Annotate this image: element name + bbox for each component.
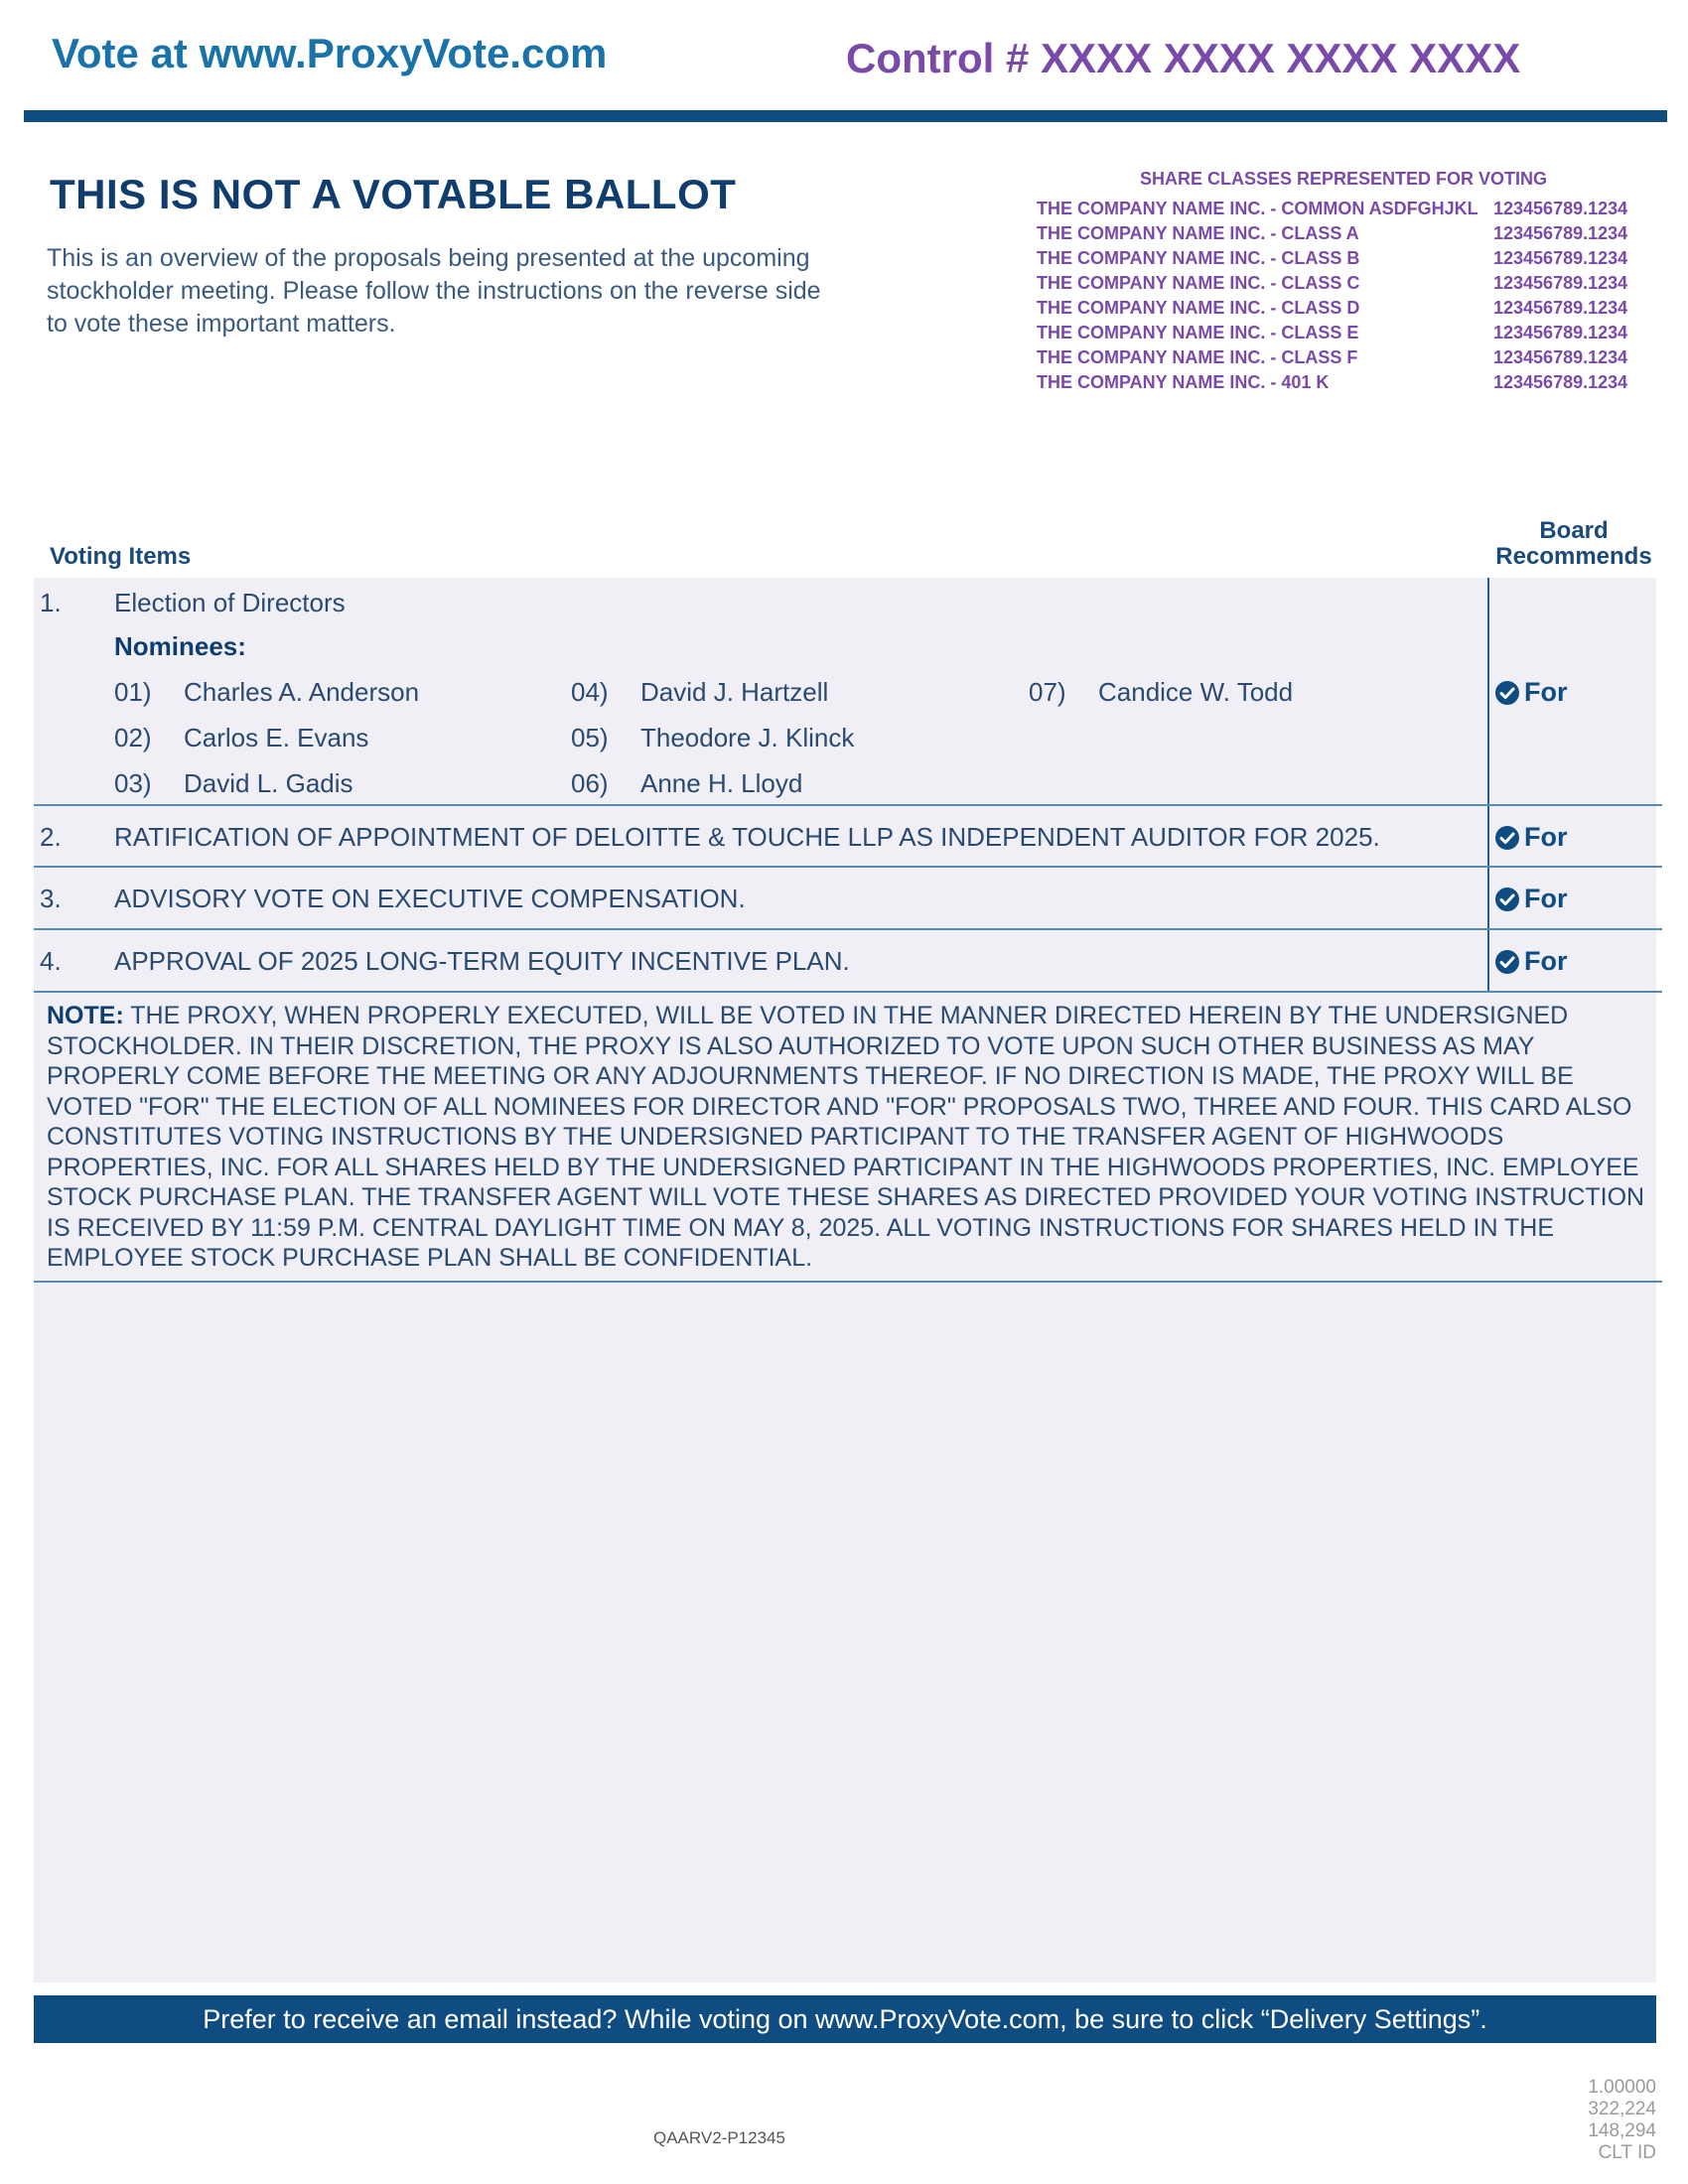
nominee <box>114 723 368 753</box>
item-number: 4. <box>40 946 62 976</box>
nominee <box>571 723 854 753</box>
share-class-name: THE COMPANY NAME INC. - CLASS E <box>1037 323 1359 342</box>
share-class-value: 123456789.1234 <box>1493 199 1628 218</box>
nominee <box>114 677 419 708</box>
corner-code: 1.00000 <box>1588 2077 1656 2098</box>
reference-code: QAARV2-P12345 <box>653 2128 785 2147</box>
nominee-name: David L. Gadis <box>184 768 353 798</box>
nominee-name: Anne H. Lloyd <box>640 768 803 798</box>
nominee-code: 01) <box>114 677 152 707</box>
corner-code: 322,224 <box>1588 2099 1656 2119</box>
item-number: 1. <box>40 588 62 617</box>
share-class-value: 123456789.1234 <box>1493 273 1628 293</box>
share-class-row <box>1037 298 1652 323</box>
share-class-name: THE COMPANY NAME INC. - CLASS F <box>1037 347 1358 367</box>
recommendation-for <box>1494 884 1568 914</box>
share-class-value: 123456789.1234 <box>1493 223 1628 243</box>
share-class-name: THE COMPANY NAME INC. - 401 K <box>1037 372 1330 392</box>
intro-text: This is an overview of the proposals being presented at the upcoming stockholder meeting. Please follow the instructions on the reverse side to vote these important matters. <box>47 244 821 338</box>
share-class-value: 123456789.1234 <box>1493 372 1628 392</box>
delivery-settings-banner: Prefer to receive an email instead? While voting on www.ProxyVote.com, be sure to click “Delivery Settings”. <box>34 1995 1656 2043</box>
share-class-name: THE COMPANY NAME INC. - COMMON ASDFGHJKL <box>1037 199 1478 218</box>
item-text: APPROVAL OF 2025 LONG-TERM EQUITY INCENTIVE PLAN. <box>114 946 850 976</box>
share-class-row <box>1037 199 1652 223</box>
nominee-name: Carlos E. Evans <box>184 723 369 752</box>
nominee-code: 05) <box>571 723 609 752</box>
note-divider <box>34 1281 1662 1283</box>
check-circle-icon <box>1494 887 1520 912</box>
corner-codes <box>1529 2077 1656 2164</box>
recommendation-label: For <box>1524 884 1568 913</box>
share-class-value: 123456789.1234 <box>1493 323 1628 342</box>
share-class-name: THE COMPANY NAME INC. - CLASS D <box>1037 298 1360 318</box>
board-recommends-header <box>1484 518 1663 570</box>
recommendation-for <box>1494 822 1568 853</box>
share-class-value: 123456789.1234 <box>1493 347 1628 367</box>
nominee-code: 04) <box>571 677 609 707</box>
recommendation-for <box>1494 946 1568 977</box>
share-class-value: 123456789.1234 <box>1493 298 1628 318</box>
share-class-row <box>1037 372 1652 397</box>
share-class-row <box>1037 223 1652 248</box>
page-title: THIS IS NOT A VOTABLE BALLOT <box>50 171 737 217</box>
nominee-name: Candice W. Todd <box>1098 677 1294 707</box>
board-header-line1: Board <box>1539 517 1609 544</box>
note-label: NOTE: <box>47 1002 124 1029</box>
nominee <box>571 677 828 708</box>
nominee-code: 03) <box>114 768 152 798</box>
share-class-value: 123456789.1234 <box>1493 248 1628 268</box>
nominee-name: Charles A. Anderson <box>184 677 420 707</box>
nominee-code: 06) <box>571 768 609 798</box>
item-number: 3. <box>40 884 62 913</box>
share-class-row <box>1037 323 1652 347</box>
check-circle-icon <box>1494 949 1520 975</box>
share-classes-list <box>1037 199 1652 397</box>
row-divider <box>34 804 1662 806</box>
share-class-row <box>1037 347 1652 372</box>
share-class-name: THE COMPANY NAME INC. - CLASS C <box>1037 273 1360 293</box>
vote-url-heading[interactable]: Vote at www.ProxyVote.com <box>52 30 608 76</box>
nominee-name: Theodore J. Klinck <box>640 723 855 752</box>
note-paragraph <box>47 1001 1655 1274</box>
share-class-row <box>1037 273 1652 298</box>
item-text: Election of Directors <box>114 588 346 617</box>
recommendation-label: For <box>1524 677 1568 707</box>
share-class-name: THE COMPANY NAME INC. - CLASS B <box>1037 248 1360 268</box>
header-divider <box>24 110 1667 122</box>
recommendation-label: For <box>1524 822 1568 852</box>
nominee <box>114 768 353 799</box>
check-circle-icon <box>1494 825 1520 851</box>
share-class-name: THE COMPANY NAME INC. - CLASS A <box>1037 223 1359 243</box>
recommendation-label: For <box>1524 946 1568 976</box>
share-class-row <box>1037 248 1652 273</box>
board-header-line2: Recommends <box>1495 543 1652 570</box>
nominee <box>571 768 802 799</box>
row-divider <box>34 991 1662 993</box>
check-circle-icon <box>1494 680 1520 706</box>
nominees-label: Nominees: <box>114 631 246 661</box>
recommendation-for <box>1494 677 1568 708</box>
item-text: ADVISORY VOTE ON EXECUTIVE COMPENSATION. <box>114 884 746 913</box>
row-divider <box>34 866 1662 868</box>
control-number: Control # XXXX XXXX XXXX XXXX <box>846 35 1521 81</box>
nominee-code: 02) <box>114 723 152 752</box>
corner-code: CLT ID <box>1598 2142 1656 2163</box>
note-text: THE PROXY, WHEN PROPERLY EXECUTED, WILL BE VOTED IN THE MANNER DIRECTED HEREIN BY THE UNDERSIGNED STOCKHOLDER. IN THEIR DISCRETION, THE PROXY IS ALSO AUTHORIZED TO VOTE UPON SUCH OTHER BUSINESS AS MAY PROPERLY COME BEFORE THE MEETING OR ANY ADJOURNMENTS THEREOF. IF NO DIRECTION IS MADE, THE PROXY WILL BE VOTED "FOR" THE ELECTION OF ALL NOMINEES FOR DIRECTOR AND "FOR" PROPOSALS TWO, THREE AND FOUR. THIS CARD ALSO CONSTITUTES VOTING INSTRUCTIONS BY THE UNDERSIGNED PARTICIPANT TO THE TRANSFER AGENT OF HIGHWOODS PROPERTIES, INC. FOR ALL SHARES HELD BY THE UNDERSIGNED PARTICIPANT IN THE HIGHWOODS PROPERTIES, INC. EMPLOYEE STOCK PURCHASE PLAN. THE TRANSFER AGENT WILL VOTE THESE SHARES AS DIRECTED PROVIDED YOUR VOTING INSTRUCTION IS RECEIVED BY 11:59 P.M. CENTRAL DAYLIGHT TIME ON MAY 8, 2025. ALL VOTING INSTRUCTIONS FOR SHARES HELD IN THE EMPLOYEE STOCK PURCHASE PLAN SHALL BE CONFIDENTIAL. <box>47 1002 1645 1272</box>
item-number: 2. <box>40 822 62 852</box>
voting-items-header: Voting Items <box>50 543 192 570</box>
nominee-name: David J. Hartzell <box>640 677 829 707</box>
item-text: RATIFICATION OF APPOINTMENT OF DELOITTE & TOUCHE LLP AS INDEPENDENT AUDITOR FOR 2025. <box>114 822 1380 852</box>
nominee-code: 07) <box>1029 677 1066 707</box>
row-divider <box>34 928 1662 930</box>
nominee <box>1029 677 1293 708</box>
share-classes-title: SHARE CLASSES REPRESENTED FOR VOTING <box>1140 169 1548 189</box>
corner-code: 148,294 <box>1588 2120 1656 2141</box>
